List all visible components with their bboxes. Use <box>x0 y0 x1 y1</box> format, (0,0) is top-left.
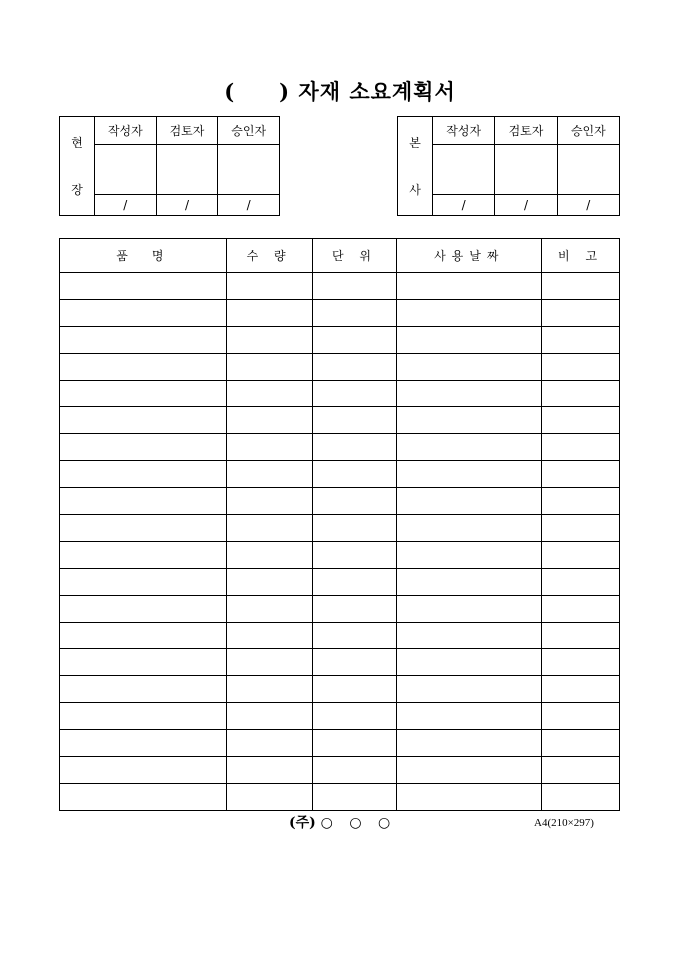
table-row <box>60 730 620 757</box>
header-unit: 단 위 <box>312 239 397 273</box>
quantity-cell[interactable] <box>226 676 312 703</box>
hq-side-bottom: 사 <box>409 183 421 197</box>
quantity-cell[interactable] <box>226 380 312 407</box>
item-name-cell[interactable] <box>60 353 227 380</box>
header-quantity: 수 량 <box>226 239 312 273</box>
remarks-cell[interactable] <box>542 434 620 461</box>
site-signature-approver[interactable] <box>218 145 280 195</box>
remarks-cell[interactable] <box>542 353 620 380</box>
hq-signature-approver[interactable] <box>557 145 619 195</box>
site-signature-writer[interactable] <box>95 145 157 195</box>
use-date-cell[interactable] <box>397 676 542 703</box>
use-date-cell[interactable] <box>397 783 542 810</box>
remarks-cell[interactable] <box>542 757 620 784</box>
hq-role-writer: 작성자 <box>433 117 495 145</box>
hq-side-top: 본 <box>409 136 421 150</box>
site-date-writer[interactable]: / <box>95 194 157 215</box>
remarks-cell[interactable] <box>542 273 620 300</box>
use-date-cell[interactable] <box>397 380 542 407</box>
table-row <box>60 461 620 488</box>
unit-cell[interactable] <box>312 649 397 676</box>
unit-cell[interactable] <box>312 434 397 461</box>
site-approval-box <box>59 116 280 216</box>
quantity-cell[interactable] <box>226 434 312 461</box>
remarks-cell[interactable] <box>542 730 620 757</box>
item-name-cell[interactable] <box>60 730 227 757</box>
remarks-cell[interactable] <box>542 703 620 730</box>
use-date-cell[interactable] <box>397 568 542 595</box>
remarks-cell[interactable] <box>542 649 620 676</box>
unit-cell[interactable] <box>312 541 397 568</box>
remarks-cell[interactable] <box>542 299 620 326</box>
remarks-cell[interactable] <box>542 541 620 568</box>
table-row <box>60 353 620 380</box>
unit-cell[interactable] <box>312 380 397 407</box>
item-name-cell[interactable] <box>60 568 227 595</box>
site-date-approver[interactable]: / <box>218 194 280 215</box>
header-use-date: 사용날짜 <box>397 239 542 273</box>
use-date-cell[interactable] <box>397 515 542 542</box>
item-name-cell[interactable] <box>60 622 227 649</box>
unit-cell[interactable] <box>312 488 397 515</box>
table-row <box>60 434 620 461</box>
item-name-cell[interactable] <box>60 273 227 300</box>
table-row <box>60 568 620 595</box>
unit-cell[interactable] <box>312 757 397 784</box>
quantity-cell[interactable] <box>226 783 312 810</box>
site-signature-reviewer[interactable] <box>156 145 218 195</box>
header-remarks: 비 고 <box>542 239 620 273</box>
unit-cell[interactable] <box>312 461 397 488</box>
site-role-approver: 승인자 <box>218 117 280 145</box>
material-table <box>59 238 620 811</box>
hq-role-approver: 승인자 <box>557 117 619 145</box>
site-role-writer: 작성자 <box>95 117 157 145</box>
remarks-cell[interactable] <box>542 783 620 810</box>
table-row <box>60 488 620 515</box>
use-date-cell[interactable] <box>397 299 542 326</box>
unit-cell[interactable] <box>312 730 397 757</box>
item-name-cell[interactable] <box>60 783 227 810</box>
quantity-cell[interactable] <box>226 407 312 434</box>
unit-cell[interactable] <box>312 353 397 380</box>
unit-cell[interactable] <box>312 783 397 810</box>
table-header-row <box>60 239 620 273</box>
remarks-cell[interactable] <box>542 488 620 515</box>
remarks-cell[interactable] <box>542 326 620 353</box>
company-prefix: (주) <box>289 815 316 831</box>
site-date-reviewer[interactable]: / <box>156 194 218 215</box>
unit-cell[interactable] <box>312 515 397 542</box>
table-row <box>60 703 620 730</box>
item-name-cell[interactable] <box>60 488 227 515</box>
use-date-cell[interactable] <box>397 407 542 434</box>
site-side-bottom: 장 <box>71 183 83 197</box>
use-date-cell[interactable] <box>397 326 542 353</box>
table-row <box>60 273 620 300</box>
hq-signature-writer[interactable] <box>433 145 495 195</box>
use-date-cell[interactable] <box>397 757 542 784</box>
table-row <box>60 299 620 326</box>
quantity-cell[interactable] <box>226 326 312 353</box>
paper-size-label: A4(210×297) <box>534 817 594 829</box>
remarks-cell[interactable] <box>542 595 620 622</box>
site-role-reviewer: 검토자 <box>156 117 218 145</box>
remarks-cell[interactable] <box>542 515 620 542</box>
table-row <box>60 757 620 784</box>
item-name-cell[interactable] <box>60 757 227 784</box>
quantity-cell[interactable] <box>226 568 312 595</box>
quantity-cell[interactable] <box>226 649 312 676</box>
document-title: ( ) 자재 소요계획서 <box>224 79 456 104</box>
item-name-cell[interactable] <box>60 515 227 542</box>
use-date-cell[interactable] <box>397 434 542 461</box>
item-name-cell[interactable] <box>60 595 227 622</box>
company-signature <box>289 812 396 832</box>
hq-signature-reviewer[interactable] <box>495 145 557 195</box>
site-side-top: 현 <box>71 136 83 150</box>
quantity-cell[interactable] <box>226 703 312 730</box>
unit-cell[interactable] <box>312 326 397 353</box>
hq-date-approver[interactable]: / <box>557 194 619 215</box>
table-row <box>60 595 620 622</box>
table-row <box>60 649 620 676</box>
use-date-cell[interactable] <box>397 649 542 676</box>
table-row <box>60 676 620 703</box>
remarks-cell[interactable] <box>542 622 620 649</box>
header-item-name: 품 명 <box>60 239 227 273</box>
quantity-cell[interactable] <box>226 353 312 380</box>
quantity-cell[interactable] <box>226 515 312 542</box>
use-date-cell[interactable] <box>397 353 542 380</box>
use-date-cell[interactable] <box>397 595 542 622</box>
use-date-cell[interactable] <box>397 273 542 300</box>
quantity-cell[interactable] <box>226 273 312 300</box>
item-name-cell[interactable] <box>60 434 227 461</box>
item-name-cell[interactable] <box>60 299 227 326</box>
item-name-cell[interactable] <box>60 649 227 676</box>
remarks-cell[interactable] <box>542 407 620 434</box>
remarks-cell[interactable] <box>542 461 620 488</box>
unit-cell[interactable] <box>312 676 397 703</box>
hq-date-reviewer[interactable]: / <box>495 194 557 215</box>
use-date-cell[interactable] <box>397 488 542 515</box>
table-row <box>60 515 620 542</box>
use-date-cell[interactable] <box>397 730 542 757</box>
quantity-cell[interactable] <box>226 595 312 622</box>
table-row <box>60 541 620 568</box>
item-name-cell[interactable] <box>60 326 227 353</box>
item-name-cell[interactable] <box>60 676 227 703</box>
hq-role-reviewer: 검토자 <box>495 117 557 145</box>
remarks-cell[interactable] <box>542 380 620 407</box>
table-row <box>60 326 620 353</box>
hq-side-label <box>398 117 433 216</box>
item-name-cell[interactable] <box>60 703 227 730</box>
unit-cell[interactable] <box>312 568 397 595</box>
item-name-cell[interactable] <box>60 380 227 407</box>
quantity-cell[interactable] <box>226 299 312 326</box>
use-date-cell[interactable] <box>397 622 542 649</box>
table-row <box>60 380 620 407</box>
unit-cell[interactable] <box>312 273 397 300</box>
use-date-cell[interactable] <box>397 703 542 730</box>
quantity-cell[interactable] <box>226 461 312 488</box>
unit-cell[interactable] <box>312 299 397 326</box>
table-row <box>60 783 620 810</box>
hq-date-writer[interactable]: / <box>433 194 495 215</box>
hq-approval-box <box>397 116 620 216</box>
use-date-cell[interactable] <box>397 541 542 568</box>
use-date-cell[interactable] <box>397 461 542 488</box>
item-name-cell[interactable] <box>60 541 227 568</box>
table-row <box>60 622 620 649</box>
item-name-cell[interactable] <box>60 461 227 488</box>
unit-cell[interactable] <box>312 595 397 622</box>
quantity-cell[interactable] <box>226 622 312 649</box>
item-name-cell[interactable] <box>60 407 227 434</box>
company-name-placeholder: ○ ○ ○ <box>320 815 397 831</box>
table-row <box>60 407 620 434</box>
quantity-cell[interactable] <box>226 488 312 515</box>
unit-cell[interactable] <box>312 622 397 649</box>
remarks-cell[interactable] <box>542 676 620 703</box>
remarks-cell[interactable] <box>542 568 620 595</box>
unit-cell[interactable] <box>312 703 397 730</box>
quantity-cell[interactable] <box>226 757 312 784</box>
quantity-cell[interactable] <box>226 730 312 757</box>
site-side-label <box>60 117 95 216</box>
quantity-cell[interactable] <box>226 541 312 568</box>
unit-cell[interactable] <box>312 407 397 434</box>
